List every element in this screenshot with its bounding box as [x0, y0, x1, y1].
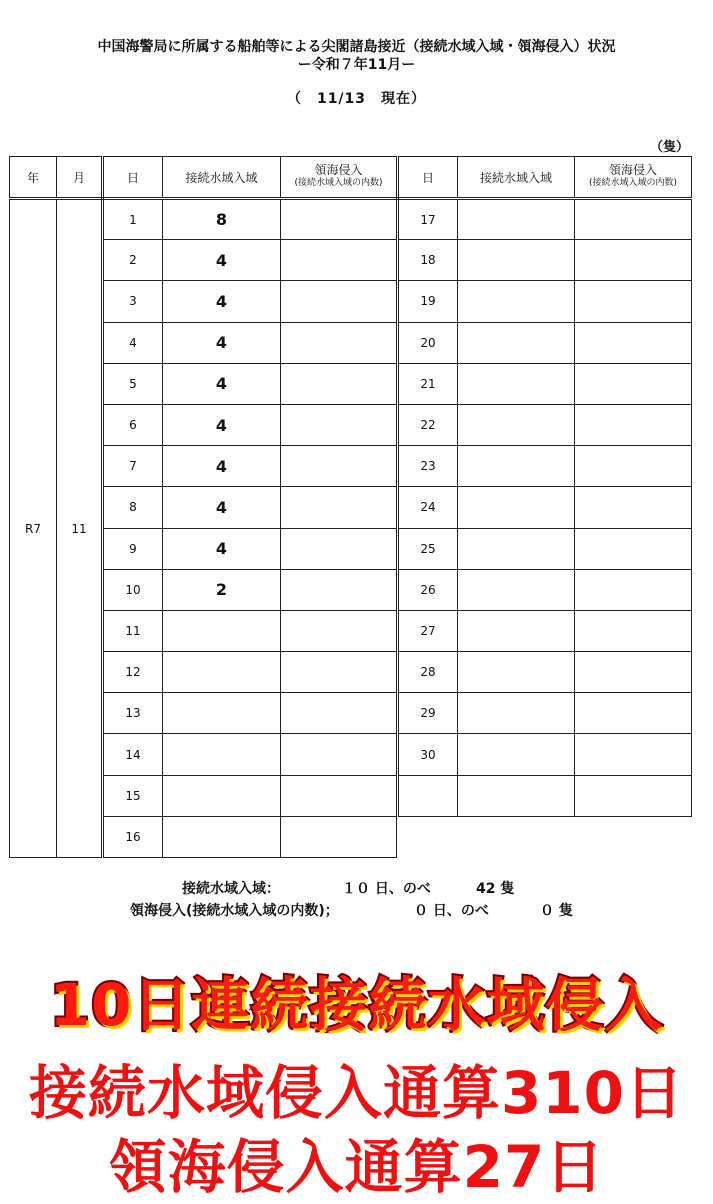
day-cell: 4	[103, 322, 163, 363]
contiguous-cell	[458, 322, 575, 363]
left-table	[9, 156, 397, 858]
overlay-territorial-total: 領海侵入通算27日	[108, 1133, 605, 1201]
day-cell: 28	[398, 652, 458, 693]
table-row	[10, 199, 397, 240]
day-cell: 20	[398, 322, 458, 363]
contiguous-cell: 4	[163, 322, 281, 363]
day-cell: 14	[103, 734, 163, 775]
territorial-cell	[281, 693, 397, 734]
day-cell: 10	[103, 569, 163, 610]
day-cell: 19	[398, 281, 458, 322]
header-territorial-main: 領海侵入	[314, 163, 363, 177]
contiguous-cell: 8	[163, 199, 281, 240]
day-cell: 9	[103, 528, 163, 569]
territorial-cell	[575, 652, 692, 693]
day-cell: 12	[103, 652, 163, 693]
table-row	[398, 775, 692, 816]
table-row	[398, 528, 692, 569]
header-territorial	[281, 157, 397, 199]
day-cell: 3	[103, 281, 163, 322]
contiguous-cell	[163, 734, 281, 775]
contiguous-cell	[458, 404, 575, 445]
territorial-cell	[575, 487, 692, 528]
territorial-cell	[575, 775, 692, 816]
day-cell	[398, 775, 458, 816]
contiguous-cell	[458, 363, 575, 404]
table-row	[398, 281, 692, 322]
contiguous-cell: 2	[163, 569, 281, 610]
territorial-cell	[281, 775, 397, 816]
contiguous-cell: 4	[163, 404, 281, 445]
day-cell: 21	[398, 363, 458, 404]
territorial-cell	[575, 199, 692, 240]
unit-label: （隻）	[650, 140, 690, 155]
day-cell: 11	[103, 610, 163, 651]
contiguous-cell	[458, 487, 575, 528]
territorial-cell	[281, 528, 397, 569]
table-row	[398, 240, 692, 281]
day-cell: 8	[103, 487, 163, 528]
header-contiguous-right: 接続水域入域	[458, 157, 575, 199]
right-table	[396, 156, 692, 817]
contiguous-cell: 4	[163, 446, 281, 487]
header-day-right: 日	[398, 157, 458, 199]
day-cell: 13	[103, 693, 163, 734]
contiguous-cell	[458, 281, 575, 322]
table-row	[398, 446, 692, 487]
summary-territorial-count: ０ 隻	[540, 903, 573, 919]
header-territorial-right	[575, 157, 692, 199]
territorial-cell	[575, 281, 692, 322]
table-row	[398, 652, 692, 693]
territorial-cell	[575, 693, 692, 734]
territorial-cell	[281, 322, 397, 363]
summary-territorial-label: 領海侵入(接続水域入域の内数)；	[130, 903, 339, 919]
territorial-cell	[281, 281, 397, 322]
territorial-cell	[575, 734, 692, 775]
header-territorial-main-right: 領海侵入	[608, 163, 657, 177]
territorial-cell	[575, 240, 692, 281]
territorial-cell	[575, 446, 692, 487]
day-cell: 29	[398, 693, 458, 734]
contiguous-cell	[458, 652, 575, 693]
contiguous-cell	[458, 528, 575, 569]
territorial-cell	[575, 404, 692, 445]
table-row	[398, 734, 692, 775]
territorial-cell	[575, 322, 692, 363]
territorial-cell	[281, 816, 397, 857]
header-year: 年	[10, 157, 57, 199]
day-cell: 23	[398, 446, 458, 487]
territorial-cell	[281, 404, 397, 445]
day-cell: 26	[398, 569, 458, 610]
report-title: 中国海警局に所属する船舶等による尖閣諸島接近（接続水域入域・領海侵入）状況	[97, 39, 616, 55]
overlay-contiguous-total: 接続水域侵入通算310日	[28, 1059, 685, 1127]
territorial-cell	[281, 734, 397, 775]
summary-territorial-days: ０ 日、のべ	[414, 903, 489, 919]
day-cell: 24	[398, 487, 458, 528]
table-row	[398, 487, 692, 528]
table-row	[398, 404, 692, 445]
day-cell: 25	[398, 528, 458, 569]
overlay-headline: 10日連続接続水域侵入	[49, 971, 664, 1039]
header-territorial-sub-right: (接続水域入域の内数)	[588, 178, 678, 188]
summary-contiguous-label: 接続水域入域：	[182, 881, 280, 897]
day-cell: 27	[398, 610, 458, 651]
territorial-cell	[575, 363, 692, 404]
contiguous-cell	[163, 652, 281, 693]
territorial-cell	[281, 199, 397, 240]
header-day: 日	[103, 157, 163, 199]
header-month: 月	[57, 157, 103, 199]
territorial-cell	[575, 610, 692, 651]
contiguous-cell: 4	[163, 363, 281, 404]
report-subtitle: ー令和７年11月ー	[297, 57, 416, 73]
contiguous-cell	[458, 693, 575, 734]
day-cell: 6	[103, 404, 163, 445]
contiguous-cell	[163, 775, 281, 816]
day-cell: 5	[103, 363, 163, 404]
territorial-cell	[281, 240, 397, 281]
territorial-cell	[281, 487, 397, 528]
day-cell: 2	[103, 240, 163, 281]
contiguous-cell	[458, 610, 575, 651]
contiguous-cell	[458, 734, 575, 775]
contiguous-cell: 4	[163, 528, 281, 569]
as-of-date: （ 11/13 現在）	[286, 91, 427, 107]
territorial-cell	[281, 446, 397, 487]
contiguous-cell	[163, 610, 281, 651]
territorial-cell	[281, 363, 397, 404]
table-row	[398, 693, 692, 734]
contiguous-cell	[458, 569, 575, 610]
territorial-cell	[281, 652, 397, 693]
day-cell: 15	[103, 775, 163, 816]
day-cell: 17	[398, 199, 458, 240]
day-cell: 1	[103, 199, 163, 240]
contiguous-cell	[458, 240, 575, 281]
contiguous-cell	[458, 199, 575, 240]
summary-contiguous-count: 42 隻	[476, 881, 515, 897]
year-cell: R7	[10, 199, 57, 858]
header-contiguous: 接続水域入域	[163, 157, 281, 199]
day-cell: 18	[398, 240, 458, 281]
contiguous-cell: 4	[163, 240, 281, 281]
contiguous-cell	[163, 816, 281, 857]
contiguous-cell	[163, 693, 281, 734]
day-cell: 16	[103, 816, 163, 857]
territorial-cell	[575, 569, 692, 610]
territorial-cell	[281, 610, 397, 651]
day-cell: 30	[398, 734, 458, 775]
table-row	[398, 363, 692, 404]
table-row	[398, 322, 692, 363]
day-cell: 7	[103, 446, 163, 487]
table-row	[398, 199, 692, 240]
month-cell: 11	[57, 199, 103, 858]
contiguous-cell	[458, 775, 575, 816]
summary-contiguous-days: １０ 日、のべ	[342, 881, 431, 897]
table-row	[398, 569, 692, 610]
header-territorial-sub: (接続水域入域の内数)	[294, 178, 383, 188]
contiguous-cell: 4	[163, 281, 281, 322]
table-row	[398, 610, 692, 651]
contiguous-cell: 4	[163, 487, 281, 528]
territorial-cell	[575, 528, 692, 569]
territorial-cell	[281, 569, 397, 610]
day-cell: 22	[398, 404, 458, 445]
contiguous-cell	[458, 446, 575, 487]
